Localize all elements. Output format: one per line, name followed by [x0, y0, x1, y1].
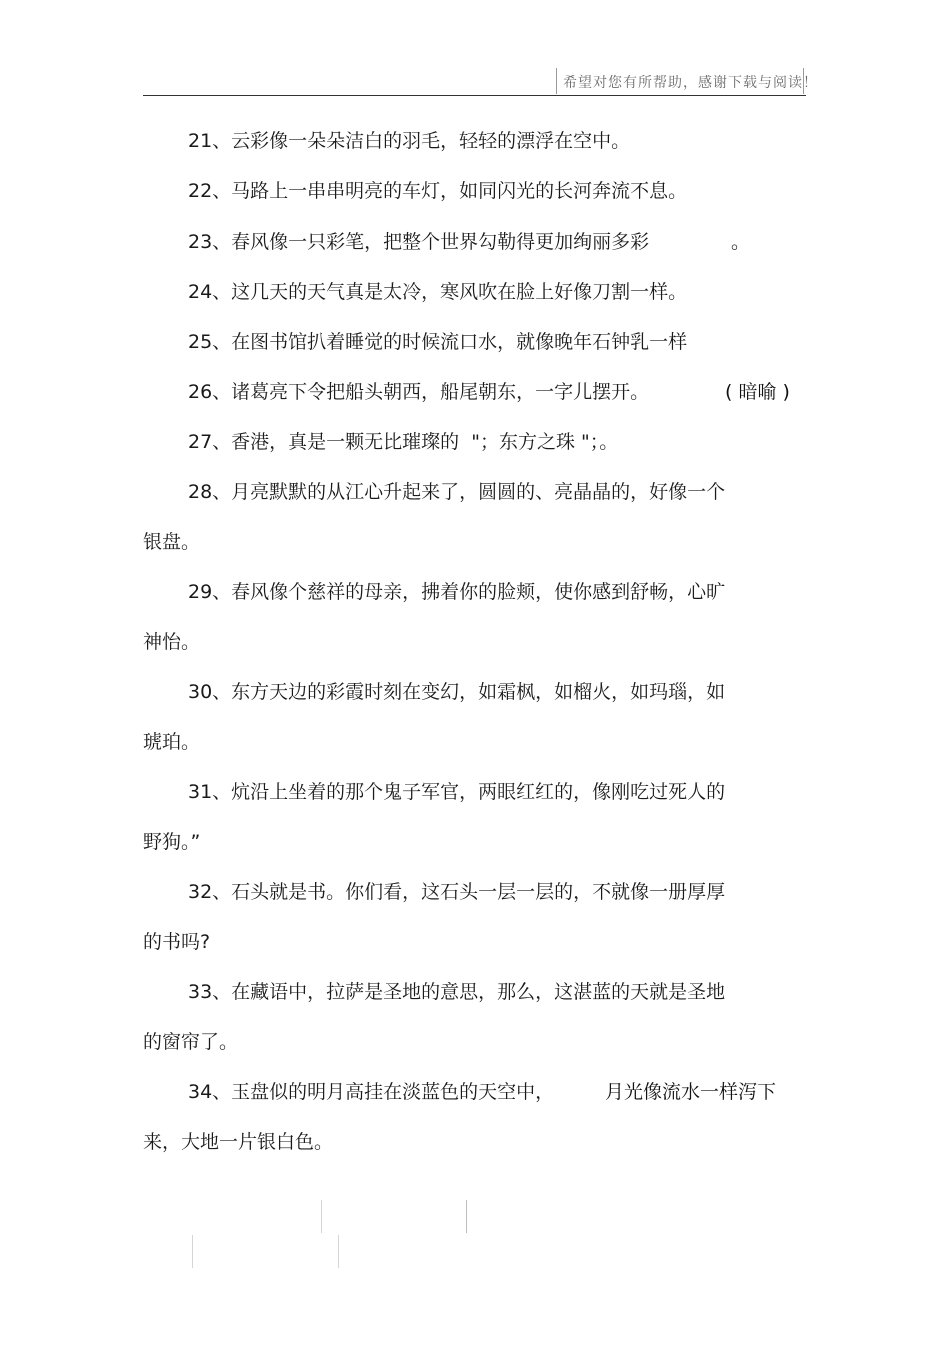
sentence-21: 21、云彩像一朵朵洁白的羽毛，轻轻的漂浮在空中。 — [188, 130, 631, 152]
sentence-26: 26、诸葛亮下令把船头朝西，船尾朝东，一字儿摆开。 — [188, 381, 650, 403]
sentence-30-line-2: 琥珀。 — [143, 731, 201, 753]
sentence-32-line-2: 的书吗? — [143, 931, 211, 953]
sentence-23: 23、春风像一只彩笔，把整个世界勾勒得更加绚丽多彩 — [188, 231, 650, 253]
sentence-22: 22、马路上一串串明亮的车灯，如同闪光的长河奔流不息。 — [188, 180, 688, 202]
faint-divider — [466, 1200, 467, 1233]
sentence-29-line-2: 神怡。 — [143, 631, 201, 653]
sentence-29-line-1: 29、春风像个慈祥的母亲，拂着你的脸颊，使你感到舒畅，心旷 — [188, 581, 726, 603]
header-note-box — [556, 68, 818, 94]
faint-divider — [192, 1235, 193, 1268]
sentence-31-line-2: 野狗。” — [143, 831, 201, 853]
sentence-26-note: ( 暗喻 ) — [725, 381, 790, 403]
sentence-28-line-1: 28、月亮默默的从江心升起来了，圆圆的、亮晶晶的，好像一个 — [188, 481, 726, 503]
sentence-23-end-mark: 。 — [731, 231, 751, 253]
sentence-33-line-1: 33、在藏语中，拉萨是圣地的意思，那么，这湛蓝的天就是圣地 — [188, 981, 726, 1003]
sentence-33-line-2: 的窗帘了。 — [143, 1031, 239, 1053]
sentence-30-line-1: 30、东方天边的彩霞时刻在变幻，如霜枫，如榴火，如玛瑙，如 — [188, 681, 726, 703]
sentence-24: 24、这几天的天气真是太冷，寒风吹在脸上好像刀割一样。 — [188, 281, 688, 303]
header-rule — [143, 95, 806, 96]
sentence-34-line-1-cont: 月光像流水一样泻下 — [605, 1081, 777, 1103]
sentence-31-line-1: 31、炕沿上坐着的那个鬼子军官，两眼红红的，像刚吃过死人的 — [188, 781, 726, 803]
sentence-27: 27、香港，真是一颗无比璀璨的 "；东方之珠 "；。 — [188, 431, 619, 453]
sentence-34-line-1: 34、玉盘似的明月高挂在淡蓝色的天空中， — [188, 1081, 555, 1103]
sentence-28-line-2: 银盘。 — [143, 531, 201, 553]
sentence-25: 25、在图书馆扒着睡觉的时候流口水，就像晚年石钟乳一样 — [188, 331, 688, 353]
sentence-34-line-2: 来，大地一片银白色。 — [143, 1131, 334, 1153]
sentence-32-line-1: 32、石头就是书。你们看，这石头一层一层的，不就像一册厚厚 — [188, 881, 726, 903]
faint-divider — [338, 1235, 339, 1268]
faint-divider — [321, 1200, 322, 1233]
header-note: 希望对您有所帮助，感谢下载与阅读！ — [563, 75, 818, 91]
